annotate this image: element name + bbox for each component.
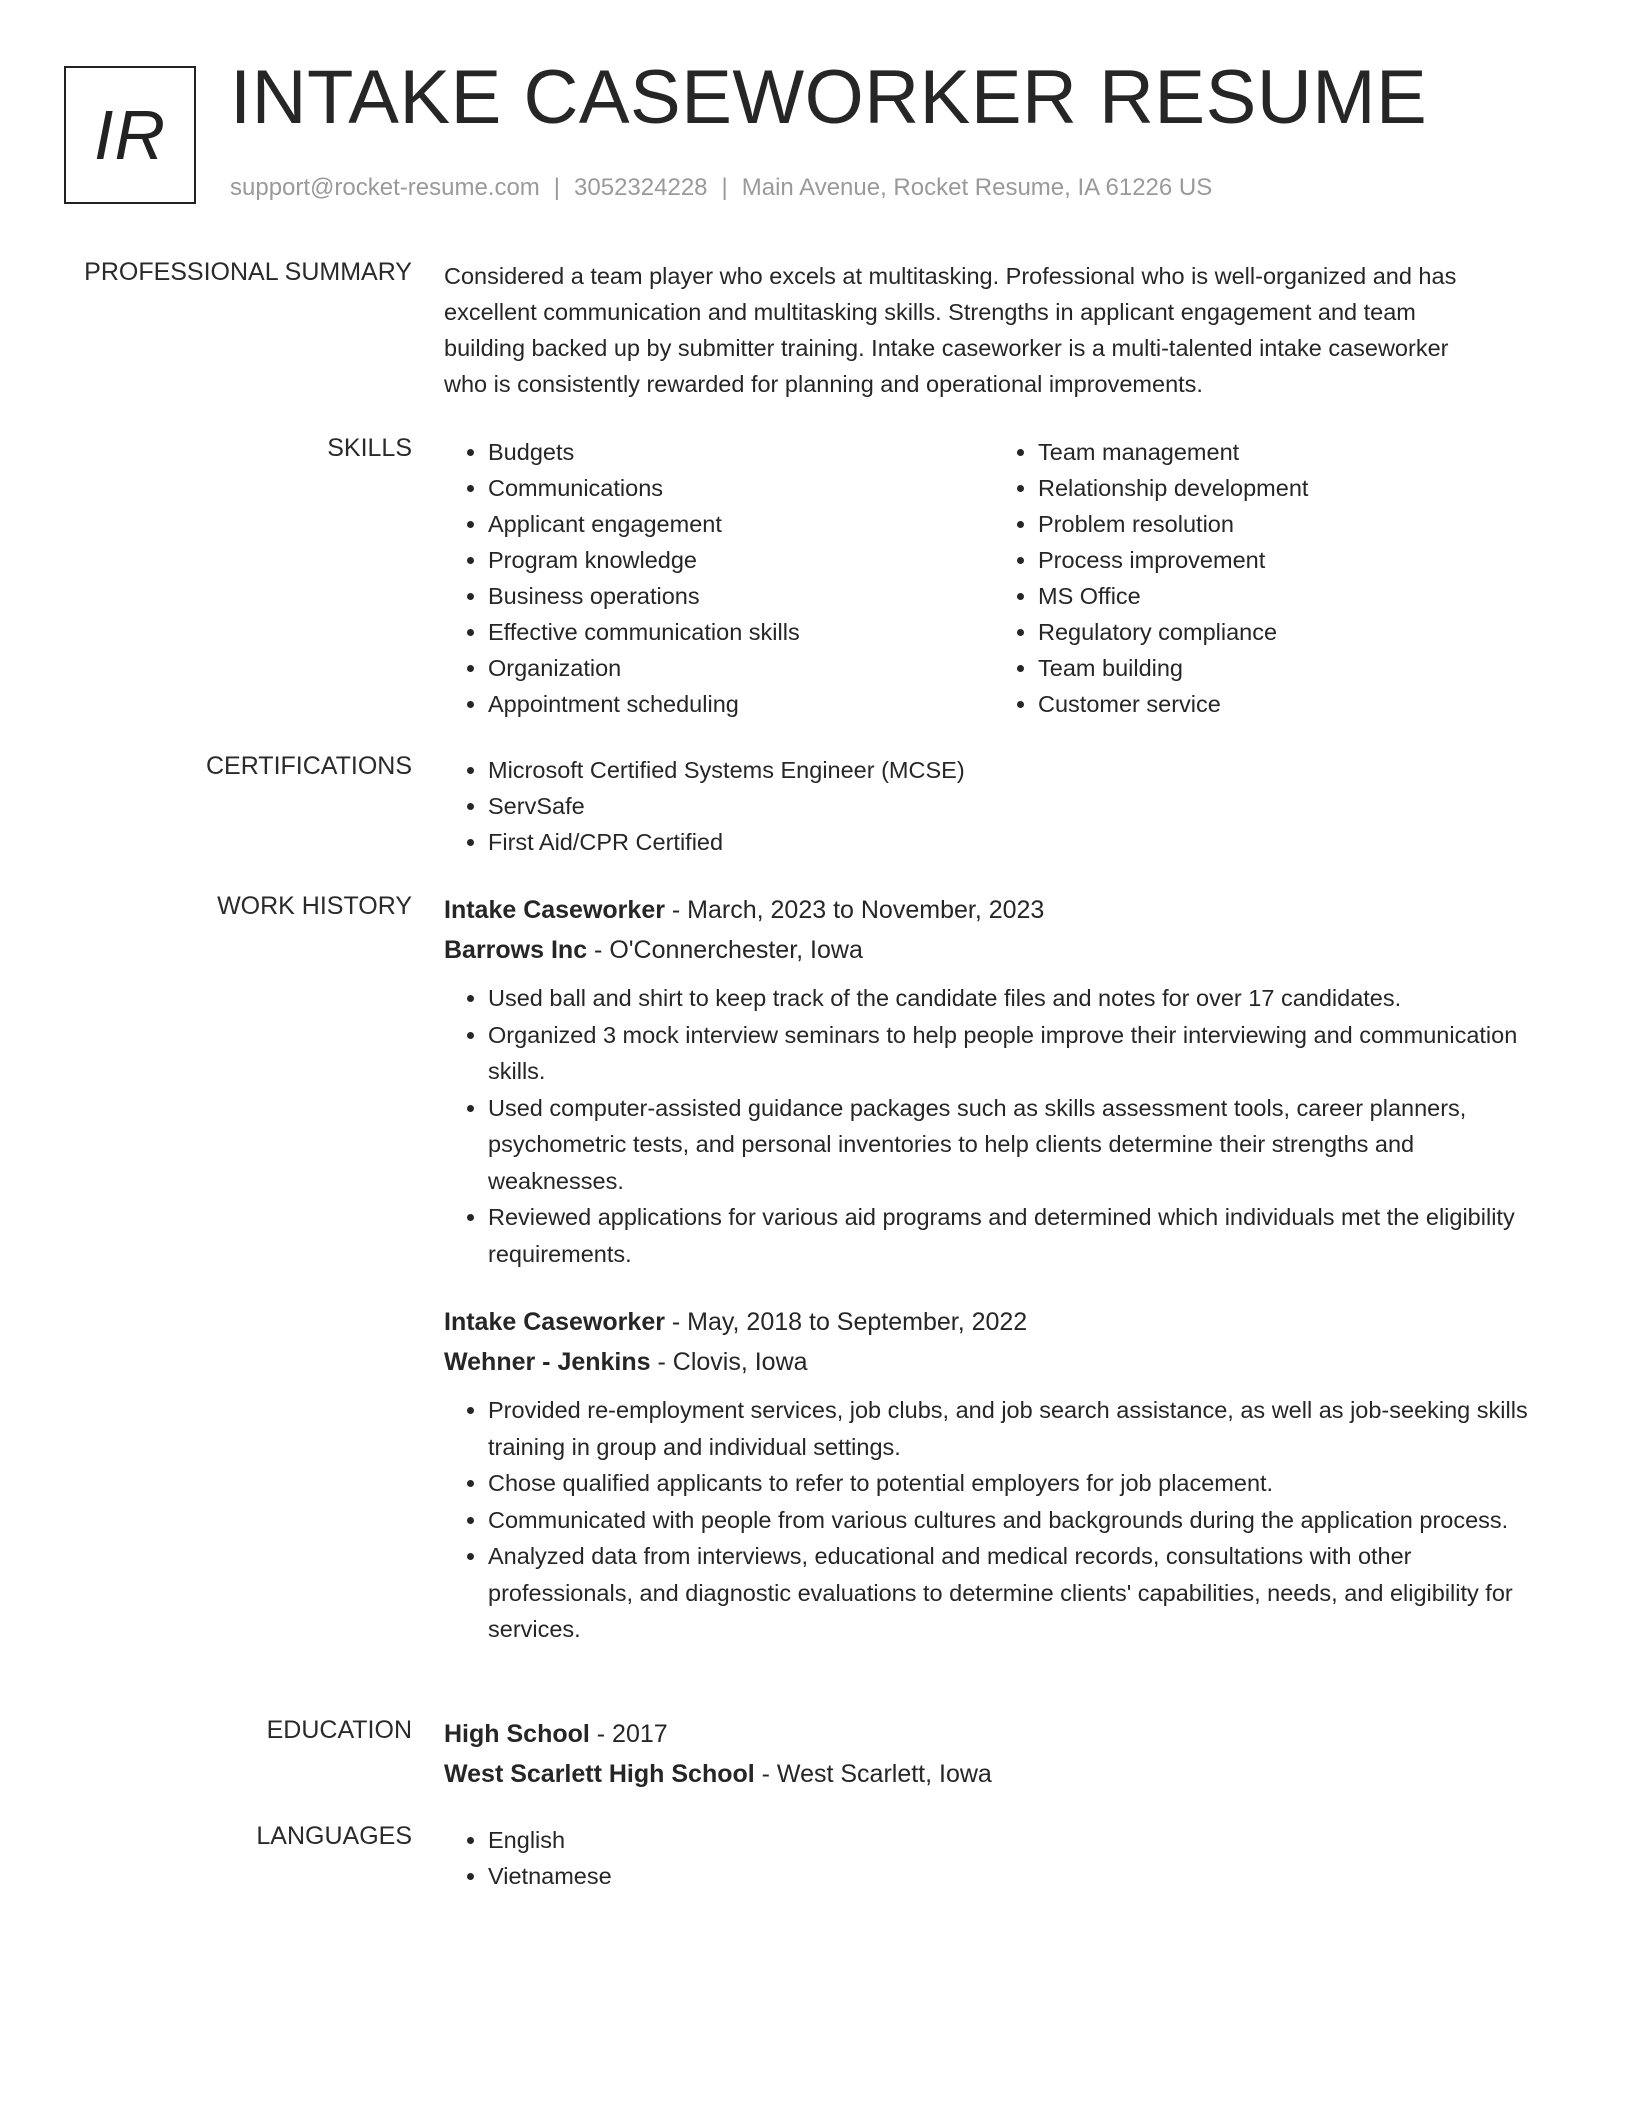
contact-phone: 3052324228 <box>574 174 708 201</box>
education-entry <box>444 1714 1544 1794</box>
resume-title: INTAKE CASEWORKER RESUME <box>230 55 1428 140</box>
job-location: - Clovis, Iowa <box>650 1348 808 1376</box>
job-bullets <box>444 1392 1544 1648</box>
job-bullet: • Provided re-employment services, job clubs, and job search assistance, as well as job-seeking skills training in group and individual settings. <box>488 1392 1544 1465</box>
section-label-certifications: CERTIFICATIONS <box>205 752 412 780</box>
job-bullet: • Used ball and shirt to keep track of the candidate files and notes for over 17 candidates. <box>488 980 1544 1017</box>
skill-item: • Program knowledge <box>488 542 994 578</box>
languages-content <box>444 1822 1544 1894</box>
summary-line: who is consistently rewarded for planning and operational improvements. <box>444 371 1203 397</box>
summary-line: excellent communication and multitasking skills. Strengths in applicant engagement and team <box>444 299 1416 325</box>
skill-item: • Budgets <box>488 434 994 470</box>
skills-columns <box>444 434 1544 722</box>
contact-line <box>230 174 1212 202</box>
contact-email: support@rocket-resume.com <box>230 174 540 201</box>
section-label-summary: PROFESSIONAL SUMMARY <box>84 258 412 286</box>
job-company: Barrows Inc <box>444 936 588 964</box>
skill-item: • Customer service <box>1038 686 1544 722</box>
section-label-education: EDUCATION <box>266 1716 412 1744</box>
job-company-line <box>444 930 1544 970</box>
summary-line: Considered a team player who excels at multitasking. Professional who is well-organized and has <box>444 263 1457 289</box>
education-year: - 2017 <box>589 1720 668 1748</box>
contact-address: Main Avenue, Rocket Resume, IA 61226 US <box>741 174 1213 201</box>
skill-item: • Effective communication skills <box>488 614 994 650</box>
certifications-list <box>444 752 1544 860</box>
skill-item: • Regulatory compliance <box>1038 614 1544 650</box>
section-label-skills: SKILLS <box>327 434 412 462</box>
skill-item: • Applicant engagement <box>488 506 994 542</box>
job-dates: - May, 2018 to September, 2022 <box>664 1308 1028 1336</box>
skill-item: • Team management <box>1038 434 1544 470</box>
certification-item: • First Aid/CPR Certified <box>488 824 1544 860</box>
job-location: - O'Connerchester, Iowa <box>587 936 863 964</box>
job-company-line <box>444 1342 1544 1382</box>
job-entry <box>444 890 1544 1272</box>
skill-item: • MS Office <box>1038 578 1544 614</box>
skill-item: • Team building <box>1038 650 1544 686</box>
certification-item: • Microsoft Certified Systems Engineer (MCSE) <box>488 752 1544 788</box>
job-bullet: • Used computer-assisted guidance packages such as skills assessment tools, career planners, psychometric tests, and personal inventories to help clients determine their strengths and weaknesses. <box>488 1090 1544 1200</box>
summary-line: building backed up by submitter training. Intake caseworker is a multi-talented intake caseworker <box>444 335 1449 361</box>
education-degree-line <box>444 1714 1544 1754</box>
summary-text <box>444 258 1544 402</box>
job-dates: - March, 2023 to November, 2023 <box>664 896 1045 924</box>
job-company: Wehner - Jenkins <box>444 1348 651 1376</box>
education-school-line <box>444 1754 1544 1794</box>
certifications-content <box>444 752 1544 860</box>
skill-item: • Process improvement <box>1038 542 1544 578</box>
job-title: Intake Caseworker <box>444 896 665 924</box>
skill-item: • Problem resolution <box>1038 506 1544 542</box>
education-location: - West Scarlett, Iowa <box>754 1760 992 1788</box>
contact-separator: | <box>721 174 728 201</box>
job-bullet: • Communicated with people from various cultures and backgrounds during the application process. <box>488 1502 1544 1539</box>
job-title-line <box>444 890 1544 930</box>
job-bullet: • Reviewed applications for various aid programs and determined which individuals met the eligibility requirements. <box>488 1199 1544 1272</box>
skill-item: • Organization <box>488 650 994 686</box>
education-degree: High School <box>444 1720 590 1748</box>
job-bullet: • Organized 3 mock interview seminars to help people improve their interviewing and communication skills. <box>488 1017 1544 1090</box>
language-item: • Vietnamese <box>488 1858 1544 1894</box>
skill-item: • Appointment scheduling <box>488 686 994 722</box>
skill-item: • Relationship development <box>1038 470 1544 506</box>
section-label-work-history: WORK HISTORY <box>217 892 412 920</box>
job-bullet: • Chose qualified applicants to refer to potential employers for job placement. <box>488 1465 1544 1502</box>
monogram-logo: IR <box>64 66 196 204</box>
skill-item: • Business operations <box>488 578 994 614</box>
skills-list-right <box>994 434 1544 722</box>
contact-separator: | <box>553 174 561 201</box>
section-label-languages: LANGUAGES <box>256 1822 412 1850</box>
job-entry <box>444 1302 1544 1648</box>
languages-list <box>444 1822 1544 1894</box>
certification-item: • ServSafe <box>488 788 1544 824</box>
skill-item: • Communications <box>488 470 994 506</box>
job-title: Intake Caseworker <box>444 1308 665 1336</box>
education-school: West Scarlett High School <box>444 1760 755 1788</box>
job-title-line <box>444 1302 1544 1342</box>
skills-list-left <box>444 434 994 722</box>
job-bullets <box>444 980 1544 1272</box>
language-item: • English <box>488 1822 1544 1858</box>
job-bullet: • Analyzed data from interviews, educational and medical records, consultations with other professionals, and diagnostic evaluations to determine clients' capabilities, needs, and eligibility for services. <box>488 1538 1544 1648</box>
